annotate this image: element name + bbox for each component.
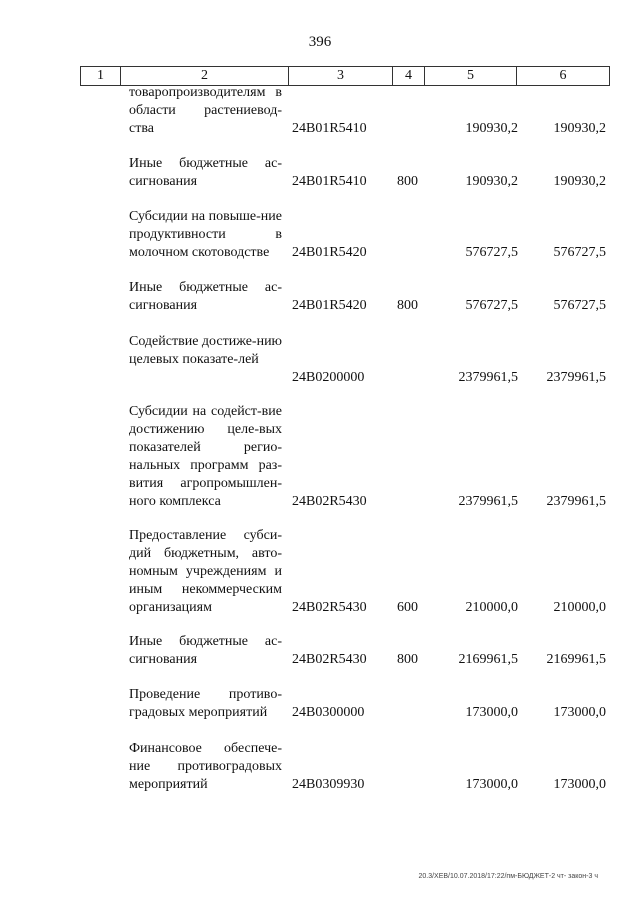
row-value-6: 190930,2 [553,174,606,189]
row-code: 24В02R5430 [292,600,367,615]
row-value-6: 210000,0 [553,600,606,615]
row-code: 24В01R5420 [292,298,367,313]
row-code: 24В0200000 [292,370,365,385]
header-col-1: 1 [81,67,121,85]
row-name: Финансовое обеспече-ние противоградовых мероприятий [129,741,282,792]
header-col-5: 5 [425,67,517,85]
row-code: 24В0309930 [292,777,365,792]
table-header [80,66,610,86]
row-name: Предоставление субси-дий бюджетным, авто-номным учреждениям и иным некоммерческим организациям [129,528,282,615]
row-type: 800 [397,298,418,313]
row-type: 600 [397,600,418,615]
row-value-6: 2379961,5 [546,370,606,385]
row-name: Иные бюджетные ас-сигнования [129,280,282,313]
row-value-5: 210000,0 [465,600,518,615]
row-value-6: 173000,0 [553,777,606,792]
page-number: 396 [308,34,332,50]
row-type: 800 [397,174,418,189]
row-name: Иные бюджетные ас-сигнования [129,634,282,667]
row-value-6: 2379961,5 [546,494,606,509]
row-name: Проведение противо-градовых мероприятий [129,687,282,720]
row-code: 24В01R5410 [292,121,367,136]
row-value-6: 190930,2 [553,121,606,136]
row-name: Субсидии на содейст-вие достижению целе-вых показателей регио-нальных программ раз-вития агропромышлен-ного комплекса [129,404,282,509]
row-value-5: 576727,5 [465,245,518,260]
row-code: 24В01R5410 [292,174,367,189]
row-value-5: 190930,2 [465,121,518,136]
row-code: 24В02R5430 [292,494,367,509]
row-name: товаропроизводителям в области растениевод-ства [129,85,282,136]
footer-stamp: 20.3/ХЕВ/10.07.2018/17:22/пм-БЮДЖЕТ-2 чт- закон-3 ч [418,873,598,880]
row-value-5: 190930,2 [465,174,518,189]
row-code: 24В02R5430 [292,652,367,667]
row-value-5: 2169961,5 [458,652,518,667]
header-col-2: 2 [121,67,289,85]
row-code: 24В01R5420 [292,245,367,260]
header-col-3: 3 [289,67,393,85]
row-code: 24В0300000 [292,705,365,720]
row-value-5: 173000,0 [465,777,518,792]
row-value-6: 2169961,5 [546,652,606,667]
header-col-4: 4 [393,67,425,85]
row-value-6: 576727,5 [553,245,606,260]
row-value-5: 2379961,5 [458,370,518,385]
header-col-6: 6 [559,68,567,83]
row-name: Иные бюджетные ас-сигнования [129,156,282,189]
row-name: Содействие достиже-нию целевых показате-лей [129,334,283,367]
row-value-5: 173000,0 [465,705,518,720]
row-value-6: 576727,5 [553,298,606,313]
row-type: 800 [397,652,418,667]
row-name: Субсидии на повыше-ние продуктивности в молочном скотоводстве [129,209,282,260]
row-value-6: 173000,0 [553,705,606,720]
row-value-5: 576727,5 [465,298,518,313]
row-value-5: 2379961,5 [458,494,518,509]
